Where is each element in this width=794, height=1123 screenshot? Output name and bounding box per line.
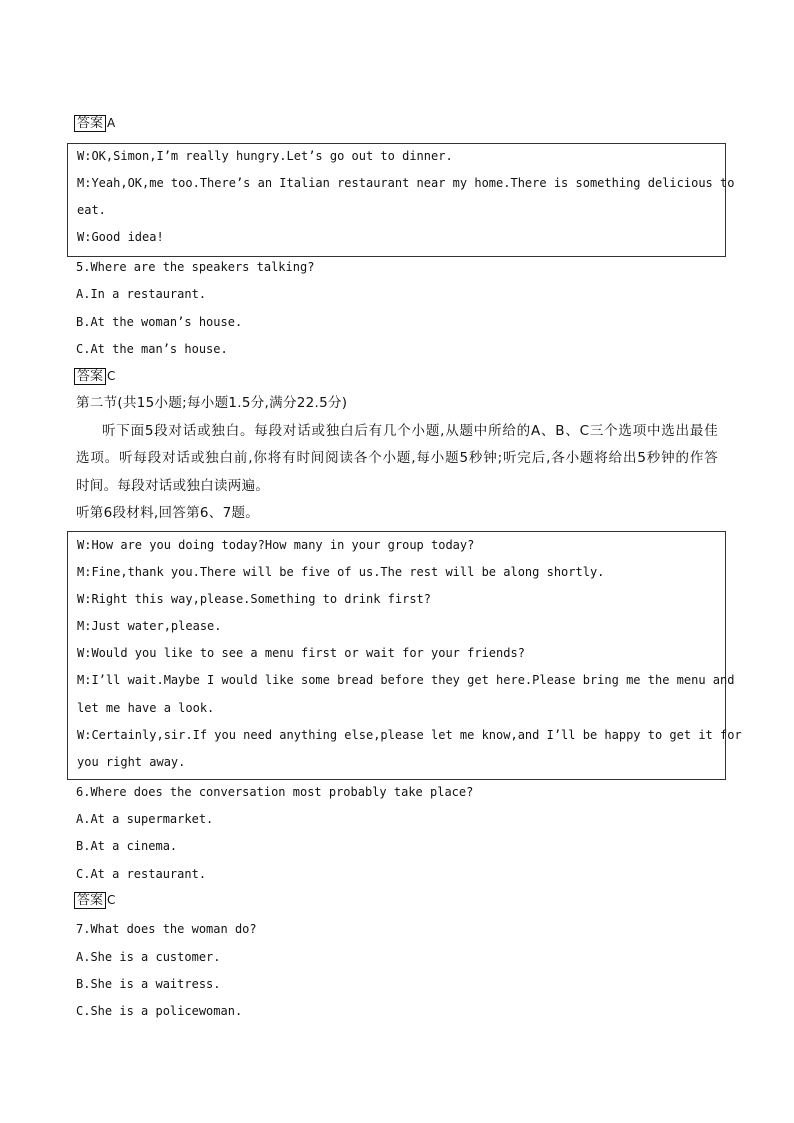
option-7c: C.She is a policewoman.	[76, 1004, 243, 1018]
dialogue-line: W:How are you doing today?How many in your group today?	[77, 538, 475, 552]
option-7a: A.She is a customer.	[76, 950, 221, 964]
dialogue-line: W:OK,Simon,I’m really hungry.Let’s go out to dinner.	[77, 149, 453, 163]
option-6b: B.At a cinema.	[76, 839, 178, 853]
dialogue-line: W:Right this way,please.Something to drink first?	[77, 592, 432, 606]
option-5a: A.In a restaurant.	[76, 287, 207, 301]
answer-row-6	[74, 892, 115, 909]
answer-row-a	[74, 115, 115, 132]
dialogue-box-1	[67, 143, 735, 257]
material-6-intro: 听第6段材料,回答第6、7题。	[76, 505, 260, 521]
option-5b: B.At the woman’s house.	[76, 315, 243, 329]
dialogue-box-2	[67, 531, 742, 780]
dialogue-line: W:Would you like to see a menu first or wait for your friends?	[77, 646, 525, 660]
question-5: 5.Where are the speakers talking?	[76, 260, 315, 274]
answer-value: A	[107, 116, 116, 130]
dialogue-line: M:Fine,thank you.There will be five of us.The rest will be along shortly.	[77, 565, 605, 579]
dialogue-line: M:I’ll wait.Maybe I would like some bread before they get here.Please bring me the menu and	[77, 673, 735, 687]
dialogue-line: M:Yeah,OK,me too.There’s an Italian restaurant near my home.There is something delicious to	[77, 176, 735, 190]
instructions-line-3: 时间。每段对话或独白读两遍。	[76, 478, 270, 494]
instructions-line-1: 听下面5段对话或独白。每段对话或独白后有几个小题,从题中所给的A、B、C三个选项中选出最佳	[102, 423, 718, 439]
answer-row-5	[74, 368, 115, 385]
option-6c: C.At a restaurant.	[76, 867, 207, 881]
answer-value: C	[107, 893, 116, 907]
section-heading: 第二节(共15小题;每小题1.5分,满分22.5分)	[76, 395, 348, 411]
option-7b: B.She is a waitress.	[76, 977, 221, 991]
answer-label: 答案	[74, 115, 106, 132]
dialogue-line: eat.	[77, 203, 106, 217]
answer-value: C	[107, 369, 116, 383]
question-7: 7.What does the woman do?	[76, 922, 257, 936]
dialogue-line: W:Good idea!	[77, 230, 164, 244]
option-6a: A.At a supermarket.	[76, 812, 214, 826]
answer-label: 答案	[74, 892, 106, 909]
option-5c: C.At the man’s house.	[76, 342, 228, 356]
dialogue-line: you right away.	[77, 755, 186, 769]
answer-label: 答案	[74, 368, 106, 385]
question-6: 6.Where does the conversation most probably take place?	[76, 785, 474, 799]
dialogue-line: let me have a look.	[77, 701, 215, 715]
dialogue-line: M:Just water,please.	[77, 619, 222, 633]
instructions-line-2: 选项。听每段对话或独白前,你将有时间阅读各个小题,每小题5秒钟;听完后,各小题将给出5秒钟的作答	[76, 450, 718, 466]
dialogue-line: W:Certainly,sir.If you need anything else,please let me know,and I’ll be happy to get it for	[77, 728, 742, 742]
